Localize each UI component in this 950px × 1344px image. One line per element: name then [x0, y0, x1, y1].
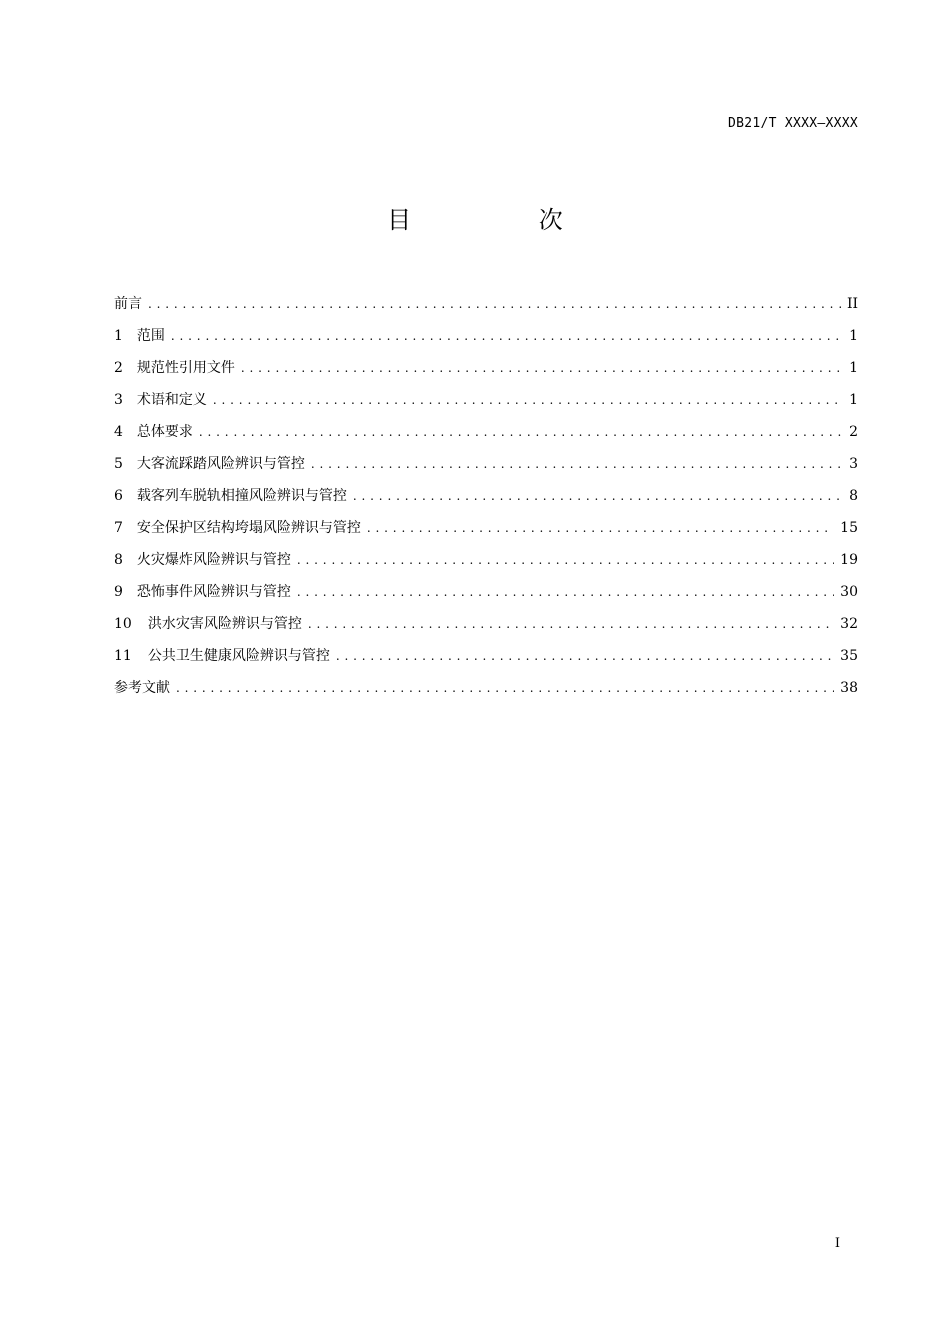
toc-dot-leader [148, 294, 841, 314]
toc-entry-number: 2 [114, 360, 123, 376]
toc-entry-page: 30 [840, 584, 858, 600]
toc-entry-page: 19 [840, 552, 858, 568]
toc-dot-leader [199, 422, 842, 442]
toc-entry-4[interactable] [114, 416, 858, 448]
toc-entry-number: 10 [114, 616, 132, 632]
toc-dot-leader [176, 678, 834, 698]
toc-dot-leader [336, 646, 834, 666]
toc-entry-page: 8 [849, 488, 858, 504]
toc-entry-number: 4 [114, 424, 123, 440]
toc-entry-label: 洪水灾害风险辨识与管控 [147, 616, 302, 632]
toc-entry-label: 总体要求 [136, 424, 193, 440]
toc-entry-11[interactable] [114, 640, 858, 672]
toc-entry-number: 11 [114, 648, 132, 664]
toc-entry-9[interactable] [114, 576, 858, 608]
toc-entry-6[interactable] [114, 480, 858, 512]
toc-entry-references[interactable] [114, 672, 858, 704]
toc-entry-5[interactable] [114, 448, 858, 480]
toc-entry-label: 术语和定义 [136, 392, 207, 408]
toc-entry-page: 38 [840, 680, 858, 696]
toc-entry-number: 8 [114, 552, 123, 568]
toc-entry-number: 1 [114, 328, 123, 344]
toc-dot-leader [311, 454, 842, 474]
toc-entry-page: 1 [849, 360, 858, 376]
toc-entry-label: 恐怖事件风险辨识与管控 [136, 584, 291, 600]
toc-entry-page: 15 [840, 520, 858, 536]
toc-entry-page: 35 [840, 648, 858, 664]
toc-dot-leader [297, 550, 834, 570]
toc-dot-leader [213, 390, 842, 410]
toc-entry-label: 安全保护区结构垮塌风险辨识与管控 [136, 520, 361, 536]
toc-entry-page: 2 [849, 424, 858, 440]
toc-entry-number: 6 [114, 488, 123, 504]
toc-dot-leader [367, 518, 834, 538]
toc-entry-label: 前言 [114, 296, 142, 312]
toc-entry-2[interactable] [114, 352, 858, 384]
toc-entry-label: 公共卫生健康风险辨识与管控 [147, 648, 330, 664]
toc-entry-1[interactable] [114, 320, 858, 352]
page-number: I [834, 1236, 840, 1251]
toc-entry-label: 载客列车脱轨相撞风险辨识与管控 [136, 488, 347, 504]
toc-dot-leader [171, 326, 842, 346]
toc-entry-label: 火灾爆炸风险辨识与管控 [136, 552, 291, 568]
toc-entry-7[interactable] [114, 512, 858, 544]
toc-entry-label: 大客流踩踏风险辨识与管控 [136, 456, 305, 472]
toc-entry-page: 3 [849, 456, 858, 472]
toc-entry-page: 1 [849, 328, 858, 344]
toc-entry-number: 3 [114, 392, 123, 408]
toc-entry-number: 7 [114, 520, 123, 536]
toc-dot-leader [241, 358, 842, 378]
toc-entry-number: 5 [114, 456, 123, 472]
toc-dot-leader [308, 614, 834, 634]
toc-dot-leader [297, 582, 834, 602]
toc-entry-8[interactable] [114, 544, 858, 576]
toc-entry-3[interactable] [114, 384, 858, 416]
toc-entry-page: 1 [849, 392, 858, 408]
toc-entry-label: 参考文献 [114, 680, 170, 696]
document-code: DB21/T XXXX—XXXX [727, 116, 858, 131]
toc-entry-label: 规范性引用文件 [136, 360, 235, 376]
toc-entry-page: II [846, 296, 858, 312]
toc-entry-10[interactable] [114, 608, 858, 640]
page-title: 目 次 [387, 206, 623, 234]
toc-entry-page: 32 [840, 616, 858, 632]
toc-entry-number: 9 [114, 584, 123, 600]
toc-entry-preface[interactable] [114, 288, 858, 320]
toc-dot-leader [353, 486, 842, 506]
toc-entry-label: 范围 [136, 328, 165, 344]
table-of-contents [114, 288, 858, 704]
